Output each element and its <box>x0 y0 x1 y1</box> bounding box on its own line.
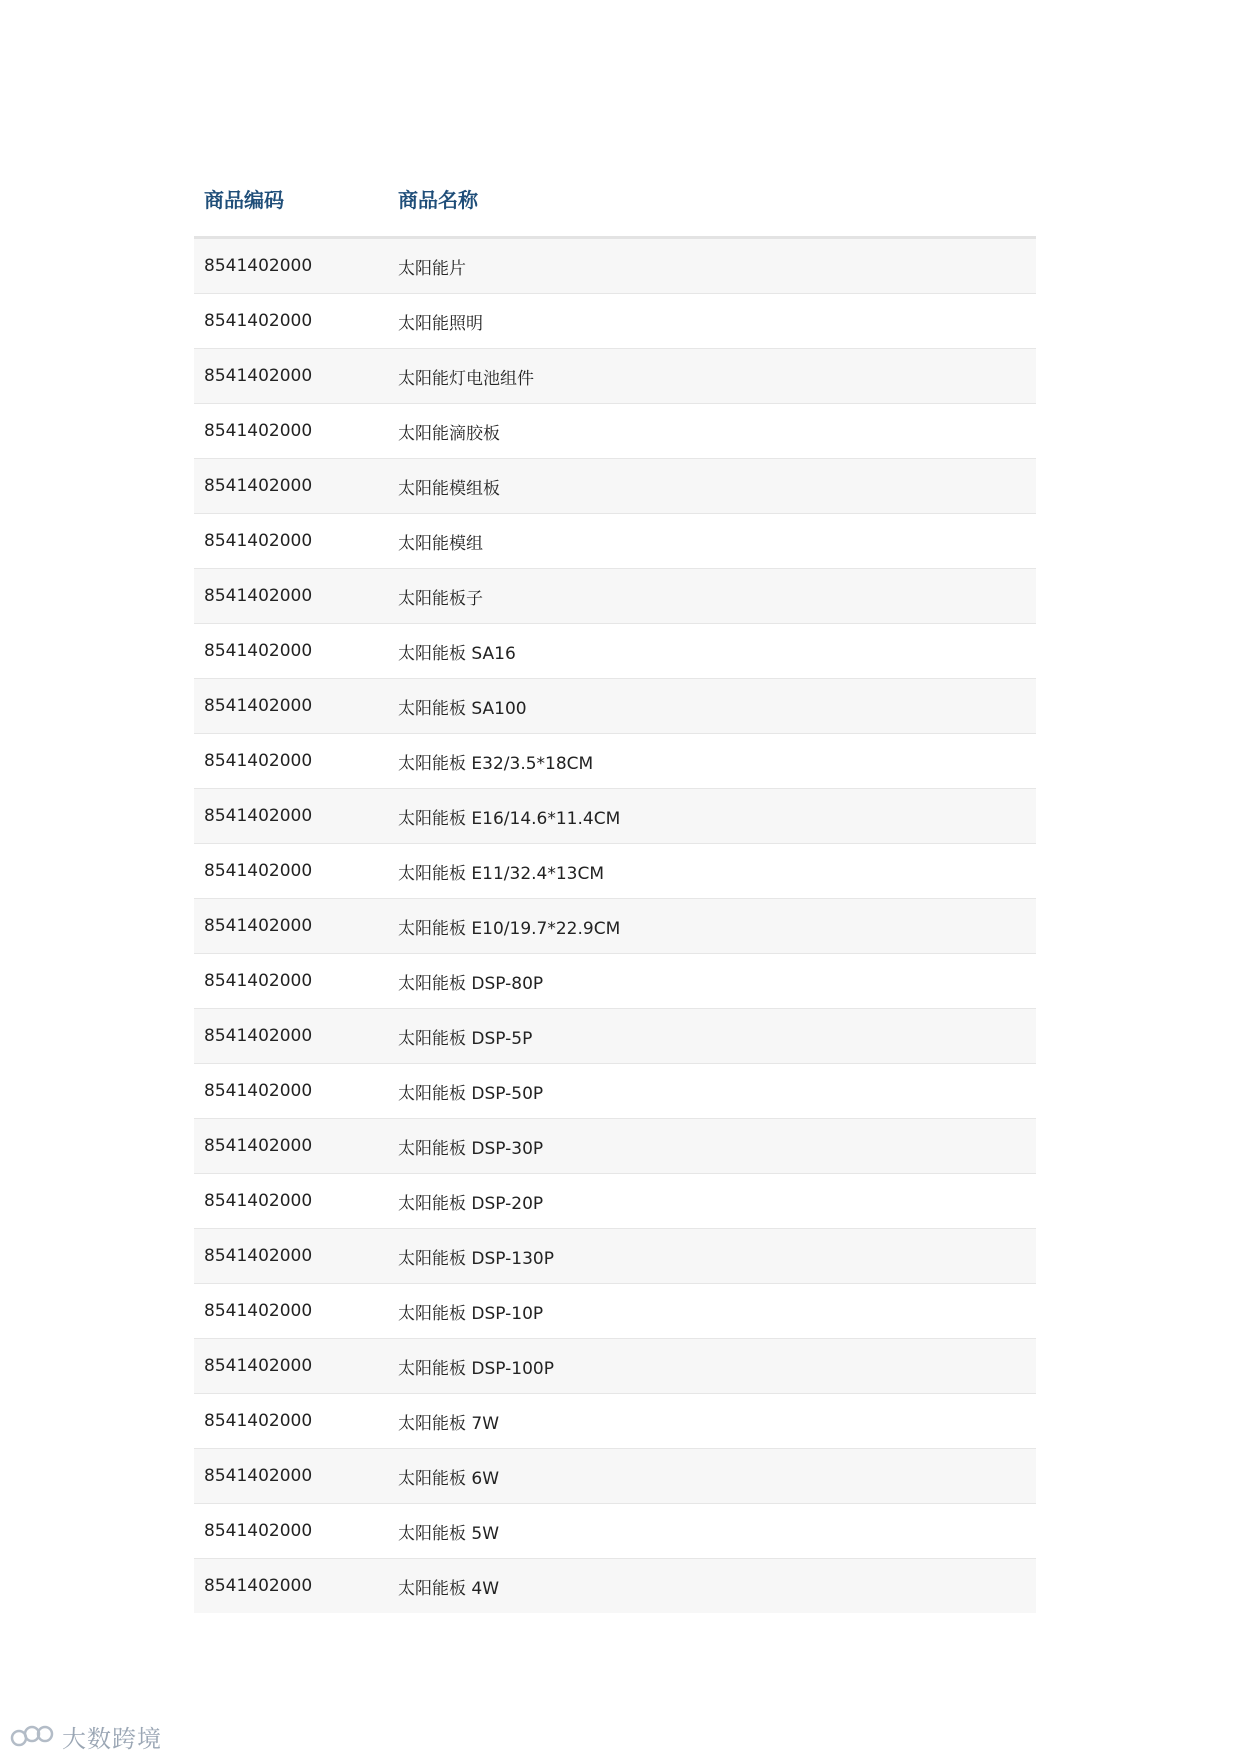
cell-name: 太阳能板 E32/3.5*18CM <box>398 753 594 774</box>
cell-name: 太阳能板 DSP-130P <box>398 1248 554 1269</box>
cell-code: 8541402000 <box>204 476 313 496</box>
watermark-text: 大数跨境 <box>62 1724 162 1753</box>
cell-name: 太阳能板 SA16 <box>398 643 516 664</box>
cell-code: 8541402000 <box>204 421 313 441</box>
brand-logo-icon <box>10 1722 56 1750</box>
cell-code: 8541402000 <box>204 751 313 771</box>
table-row <box>194 239 1036 294</box>
cell-name: 太阳能板 E16/14.6*11.4CM <box>398 808 621 829</box>
cell-code: 8541402000 <box>204 531 313 551</box>
cell-name: 太阳能灯电池组件 <box>398 368 534 389</box>
table-row <box>194 1119 1036 1174</box>
table-row <box>194 1504 1036 1559</box>
table-row <box>194 1339 1036 1394</box>
cell-name: 太阳能模组板 <box>398 478 500 499</box>
cell-name: 太阳能片 <box>398 258 466 279</box>
cell-name: 太阳能板 7W <box>398 1413 500 1434</box>
table-row <box>194 734 1036 789</box>
table-row <box>194 624 1036 679</box>
table-row <box>194 789 1036 844</box>
cell-code: 8541402000 <box>204 1081 313 1101</box>
table-row <box>194 1394 1036 1449</box>
cell-name: 太阳能板 DSP-80P <box>398 973 544 994</box>
table-row <box>194 899 1036 954</box>
table-row <box>194 1174 1036 1229</box>
table-body <box>194 239 1036 1613</box>
header-code: 商品编码 <box>204 187 284 212</box>
cell-name: 太阳能板 E10/19.7*22.9CM <box>398 918 621 939</box>
product-table <box>194 160 1036 1613</box>
cell-name: 太阳能板 DSP-20P <box>398 1193 544 1214</box>
cell-name: 太阳能板 6W <box>398 1468 500 1489</box>
cell-code: 8541402000 <box>204 1301 313 1321</box>
table-row <box>194 844 1036 899</box>
cell-code: 8541402000 <box>204 311 313 331</box>
cell-code: 8541402000 <box>204 696 313 716</box>
cell-name: 太阳能板子 <box>398 588 483 609</box>
cell-code: 8541402000 <box>204 971 313 991</box>
cell-name: 太阳能滴胶板 <box>398 423 500 444</box>
table-header <box>194 160 1036 239</box>
table-row <box>194 679 1036 734</box>
cell-code: 8541402000 <box>204 641 313 661</box>
cell-code: 8541402000 <box>204 1411 313 1431</box>
cell-code: 8541402000 <box>204 586 313 606</box>
table-row <box>194 1064 1036 1119</box>
table-row <box>194 1009 1036 1064</box>
cell-code: 8541402000 <box>204 1466 313 1486</box>
header-name: 商品名称 <box>398 187 478 212</box>
cell-name: 太阳能板 SA100 <box>398 698 527 719</box>
table-row <box>194 1229 1036 1284</box>
table-row <box>194 1449 1036 1504</box>
cell-name: 太阳能板 DSP-5P <box>398 1028 533 1049</box>
table-row <box>194 1559 1036 1613</box>
cell-name: 太阳能板 DSP-100P <box>398 1358 554 1379</box>
cell-name: 太阳能模组 <box>398 533 483 554</box>
watermark <box>10 1720 162 1752</box>
table-row <box>194 294 1036 349</box>
cell-name: 太阳能板 5W <box>398 1523 500 1544</box>
table-row <box>194 404 1036 459</box>
table-row <box>194 569 1036 624</box>
cell-code: 8541402000 <box>204 1576 313 1596</box>
cell-name: 太阳能照明 <box>398 313 483 334</box>
table-row <box>194 459 1036 514</box>
table-row <box>194 349 1036 404</box>
cell-code: 8541402000 <box>204 861 313 881</box>
table-row <box>194 1284 1036 1339</box>
cell-code: 8541402000 <box>204 916 313 936</box>
cell-code: 8541402000 <box>204 1246 313 1266</box>
cell-name: 太阳能板 DSP-50P <box>398 1083 544 1104</box>
cell-code: 8541402000 <box>204 256 313 276</box>
cell-name: 太阳能板 E11/32.4*13CM <box>398 863 605 884</box>
cell-code: 8541402000 <box>204 1521 313 1541</box>
cell-code: 8541402000 <box>204 1356 313 1376</box>
cell-name: 太阳能板 DSP-30P <box>398 1138 544 1159</box>
cell-name: 太阳能板 DSP-10P <box>398 1303 544 1324</box>
cell-code: 8541402000 <box>204 366 313 386</box>
cell-code: 8541402000 <box>204 806 313 826</box>
cell-code: 8541402000 <box>204 1026 313 1046</box>
cell-name: 太阳能板 4W <box>398 1578 500 1599</box>
table-row <box>194 954 1036 1009</box>
cell-code: 8541402000 <box>204 1136 313 1156</box>
cell-code: 8541402000 <box>204 1191 313 1211</box>
table-row <box>194 514 1036 569</box>
